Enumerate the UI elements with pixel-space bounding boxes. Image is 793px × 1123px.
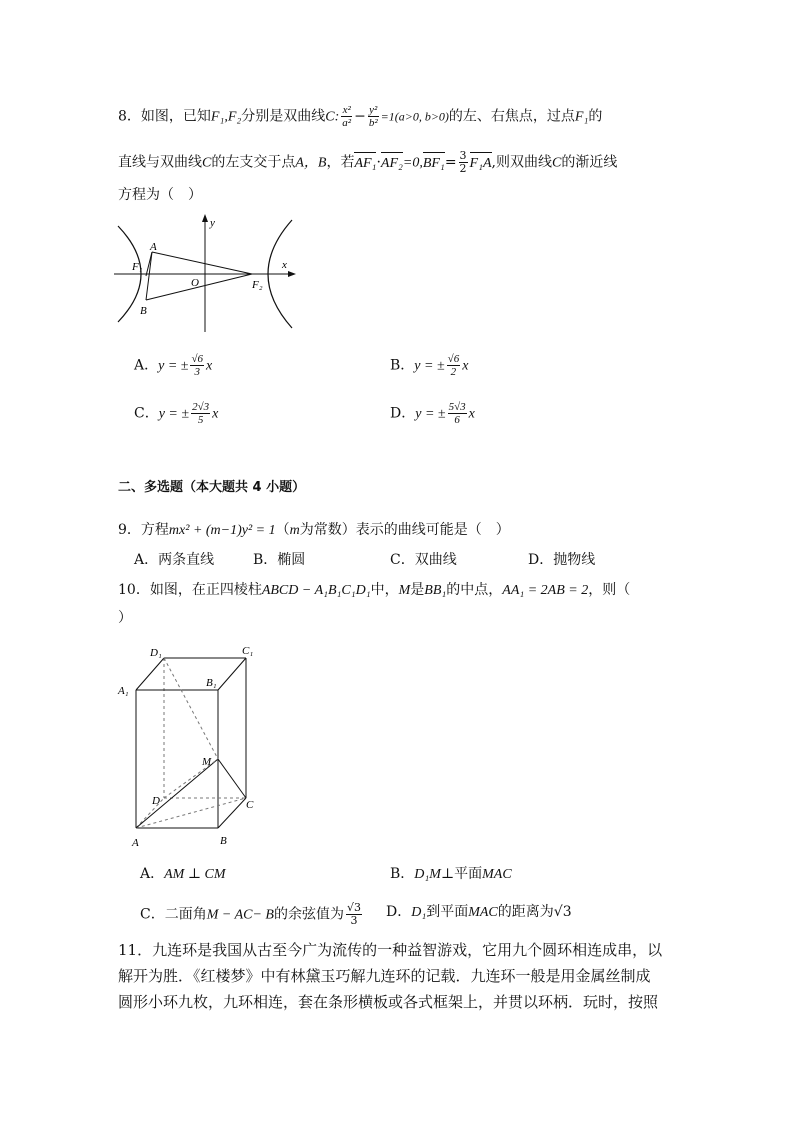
frac-den: 2	[459, 162, 467, 175]
math-f1: F₁	[574, 109, 589, 125]
label-c: C	[246, 799, 254, 811]
option-math: x	[468, 406, 475, 422]
edge-bc	[218, 798, 246, 828]
text: 为常数）表示的曲线可能是（ ）	[299, 522, 510, 538]
option-fraction	[447, 353, 461, 378]
frac-den: b²	[368, 117, 378, 129]
q11-line3: 圆形小环九枚，九环相连，套在条形横板或各式框架上，并贯以环柄．玩时，按照	[118, 993, 659, 1011]
segment-am	[136, 759, 218, 828]
segment-bf2	[146, 274, 252, 300]
q9-option-c[interactable]: C．双曲线	[390, 552, 457, 568]
math-condition: AA₁ = 2AB = 2	[502, 583, 589, 598]
text: 的中点，	[446, 582, 503, 598]
q9-option-d[interactable]: D．抛物线	[528, 552, 596, 568]
hyperbola-figure	[112, 212, 308, 336]
q8-line2	[118, 150, 617, 175]
section-heading: 二、多选题（本大题共 4 小题）	[118, 480, 306, 495]
text: 是	[410, 582, 425, 598]
math-equation: mx² + (m−1)y² = 1	[168, 523, 276, 538]
option-text: 二面角	[164, 906, 207, 923]
math-c: C	[551, 155, 562, 171]
option-label: B．	[390, 866, 415, 882]
text: 直线与双曲线	[118, 154, 202, 171]
option-math: x	[206, 358, 213, 374]
fraction-x	[341, 104, 352, 129]
text: （	[275, 522, 290, 538]
q8-option-b[interactable]	[390, 353, 468, 378]
q10-option-b[interactable]	[390, 864, 512, 885]
text: 的左支交于点	[211, 154, 296, 171]
frac-den: 5	[197, 414, 204, 426]
math-curve: C:	[325, 109, 340, 125]
q8-option-d[interactable]	[390, 401, 475, 426]
frac-den: 3	[350, 914, 358, 927]
q10-option-c[interactable]	[140, 902, 364, 927]
text: 如图，已知	[140, 108, 211, 125]
prism-figure	[110, 640, 280, 855]
q8-line3: 方程为（ ）	[118, 187, 202, 203]
y-axis-arrow	[202, 214, 208, 222]
text: 分别是双曲线	[241, 108, 326, 125]
question-number: 9．	[118, 522, 141, 538]
segment-mc	[218, 759, 246, 798]
label-b: B	[140, 305, 147, 317]
option-fraction	[448, 401, 467, 426]
frac-num: √3	[346, 901, 361, 914]
option-math: y = ±	[158, 358, 189, 374]
label-m: M	[202, 756, 212, 768]
option-math: y = ±	[415, 406, 446, 422]
label-c1: C₁	[242, 645, 254, 657]
question-number: 10．	[118, 582, 150, 598]
math-m: m	[289, 523, 300, 538]
vector-af1: AF₁	[354, 154, 376, 174]
segment-af2	[152, 252, 252, 274]
option-label: D．	[390, 405, 416, 422]
equals: =	[444, 154, 457, 171]
text: 如图，在正四棱柱	[149, 582, 262, 598]
q10-option-a[interactable]	[140, 864, 226, 885]
frac-num: 3	[459, 149, 467, 162]
frac-den: 2	[450, 366, 457, 378]
label-x: x	[282, 259, 287, 271]
option-fraction	[190, 353, 204, 378]
option-label: D．	[386, 904, 412, 920]
frac-num: x²	[342, 104, 351, 116]
label-f2: F₂	[252, 279, 263, 291]
option-math: x	[462, 358, 469, 374]
fraction-y	[368, 104, 379, 129]
text: 的	[588, 108, 603, 125]
q8-option-c[interactable]	[134, 401, 218, 426]
segment-ab	[146, 252, 152, 300]
option-text: 的余弦值为	[273, 906, 344, 923]
option-math: AM ⊥ CM	[164, 867, 226, 882]
text: ，若	[326, 154, 355, 171]
option-math: y = ±	[414, 358, 445, 374]
option-math: D₁	[411, 905, 427, 920]
text: 的渐近线	[561, 154, 618, 171]
math-f1f2: F₁,F₂	[210, 109, 242, 125]
frac-den: a²	[342, 117, 352, 129]
option-text: 到平面	[426, 904, 469, 920]
label-a1: A₁	[118, 685, 129, 697]
segment-d1m	[164, 658, 218, 759]
frac-num: √6	[447, 353, 460, 365]
vector-bf1: BF₁	[423, 154, 445, 174]
text: 的左、右焦点，过点	[448, 108, 575, 125]
option-label: B．	[390, 357, 415, 374]
option-label: C．	[134, 405, 159, 422]
math-points: A，B	[295, 155, 327, 171]
math-bb1: BB₁	[424, 583, 447, 598]
q10-line2: ）	[118, 610, 132, 626]
frac-num: y²	[369, 104, 378, 116]
vector-af2: AF₂	[381, 154, 403, 174]
label-b1: B₁	[206, 677, 217, 689]
q8-option-a[interactable]	[134, 353, 212, 378]
label-f1: F₁	[132, 261, 143, 273]
option-text: ⊥平面	[440, 866, 483, 882]
option-fraction	[191, 401, 210, 426]
frac-den: 3	[194, 366, 200, 378]
label-d: D	[152, 795, 160, 807]
option-math: M − AC− B	[206, 907, 274, 923]
label-a: A	[132, 837, 139, 849]
option-math: MAC	[482, 867, 512, 882]
label-b: B	[220, 835, 227, 847]
math-prism: ABCD − A₁B₁C₁D₁	[261, 583, 371, 598]
q9-option-a[interactable]: A．两条直线	[134, 552, 215, 568]
q9-stem	[118, 520, 510, 541]
option-math: x	[212, 406, 219, 422]
edge-b1c1	[218, 658, 246, 690]
text: 方程	[140, 522, 169, 538]
q10-option-d[interactable]	[386, 902, 572, 923]
text: 中，	[370, 582, 399, 598]
option-math: y = ±	[158, 406, 190, 422]
option-label: A．	[134, 357, 159, 374]
label-y: y	[210, 217, 215, 229]
x-axis-arrow	[288, 271, 296, 277]
edge-a1d1	[136, 658, 164, 690]
math-eq-rest: =1(a>0, b>0)	[380, 109, 449, 124]
text: ,则双曲线	[491, 154, 552, 171]
question-number: 8．	[118, 108, 141, 125]
q11-line2: 解开为胜．《红楼梦》中有林黛玉巧解九连环的记载．九连环一般是用金属丝制成	[118, 967, 651, 985]
option-label: C．	[140, 906, 165, 923]
frac-num: √6	[191, 353, 204, 365]
fraction-3-2	[459, 150, 468, 175]
vector-f1a: F₁A	[470, 154, 492, 174]
label-o: O	[191, 277, 199, 289]
math-m: M	[398, 583, 411, 598]
dot: ·	[376, 154, 381, 171]
math-c: C	[202, 155, 212, 171]
q10-line1	[118, 580, 630, 601]
math-eq0: =0,	[402, 155, 423, 171]
q11-line1: 11．九连环是我国从古至今广为流传的一种益智游戏，它用九个圆环相连成串，以	[118, 941, 663, 959]
q8-line1: 8．如图，已知F₁,F₂分别是双曲线C: $\frac{\text{x²}}{\text{a²}}$ − $\frac{\text{y²}}{\text{b²}}$ =1(a>0, b>0)的左、右焦点，过点F₁的	[118, 104, 603, 129]
frac-den: 6	[454, 414, 460, 426]
option-math: D₁M	[414, 867, 441, 882]
frac-num: 5√3	[448, 401, 466, 413]
text: ，则（	[588, 582, 631, 598]
label-a: A	[150, 241, 157, 253]
option-math: MAC	[468, 905, 498, 920]
option-text: 的距离为	[497, 904, 554, 920]
option-fraction	[346, 902, 362, 927]
q9-option-b[interactable]: B．椭圆	[253, 552, 306, 568]
frac-num: 2√3	[192, 401, 210, 413]
option-value: √3	[553, 904, 572, 920]
label-d1: D₁	[150, 647, 162, 659]
option-label: A．	[140, 866, 165, 882]
